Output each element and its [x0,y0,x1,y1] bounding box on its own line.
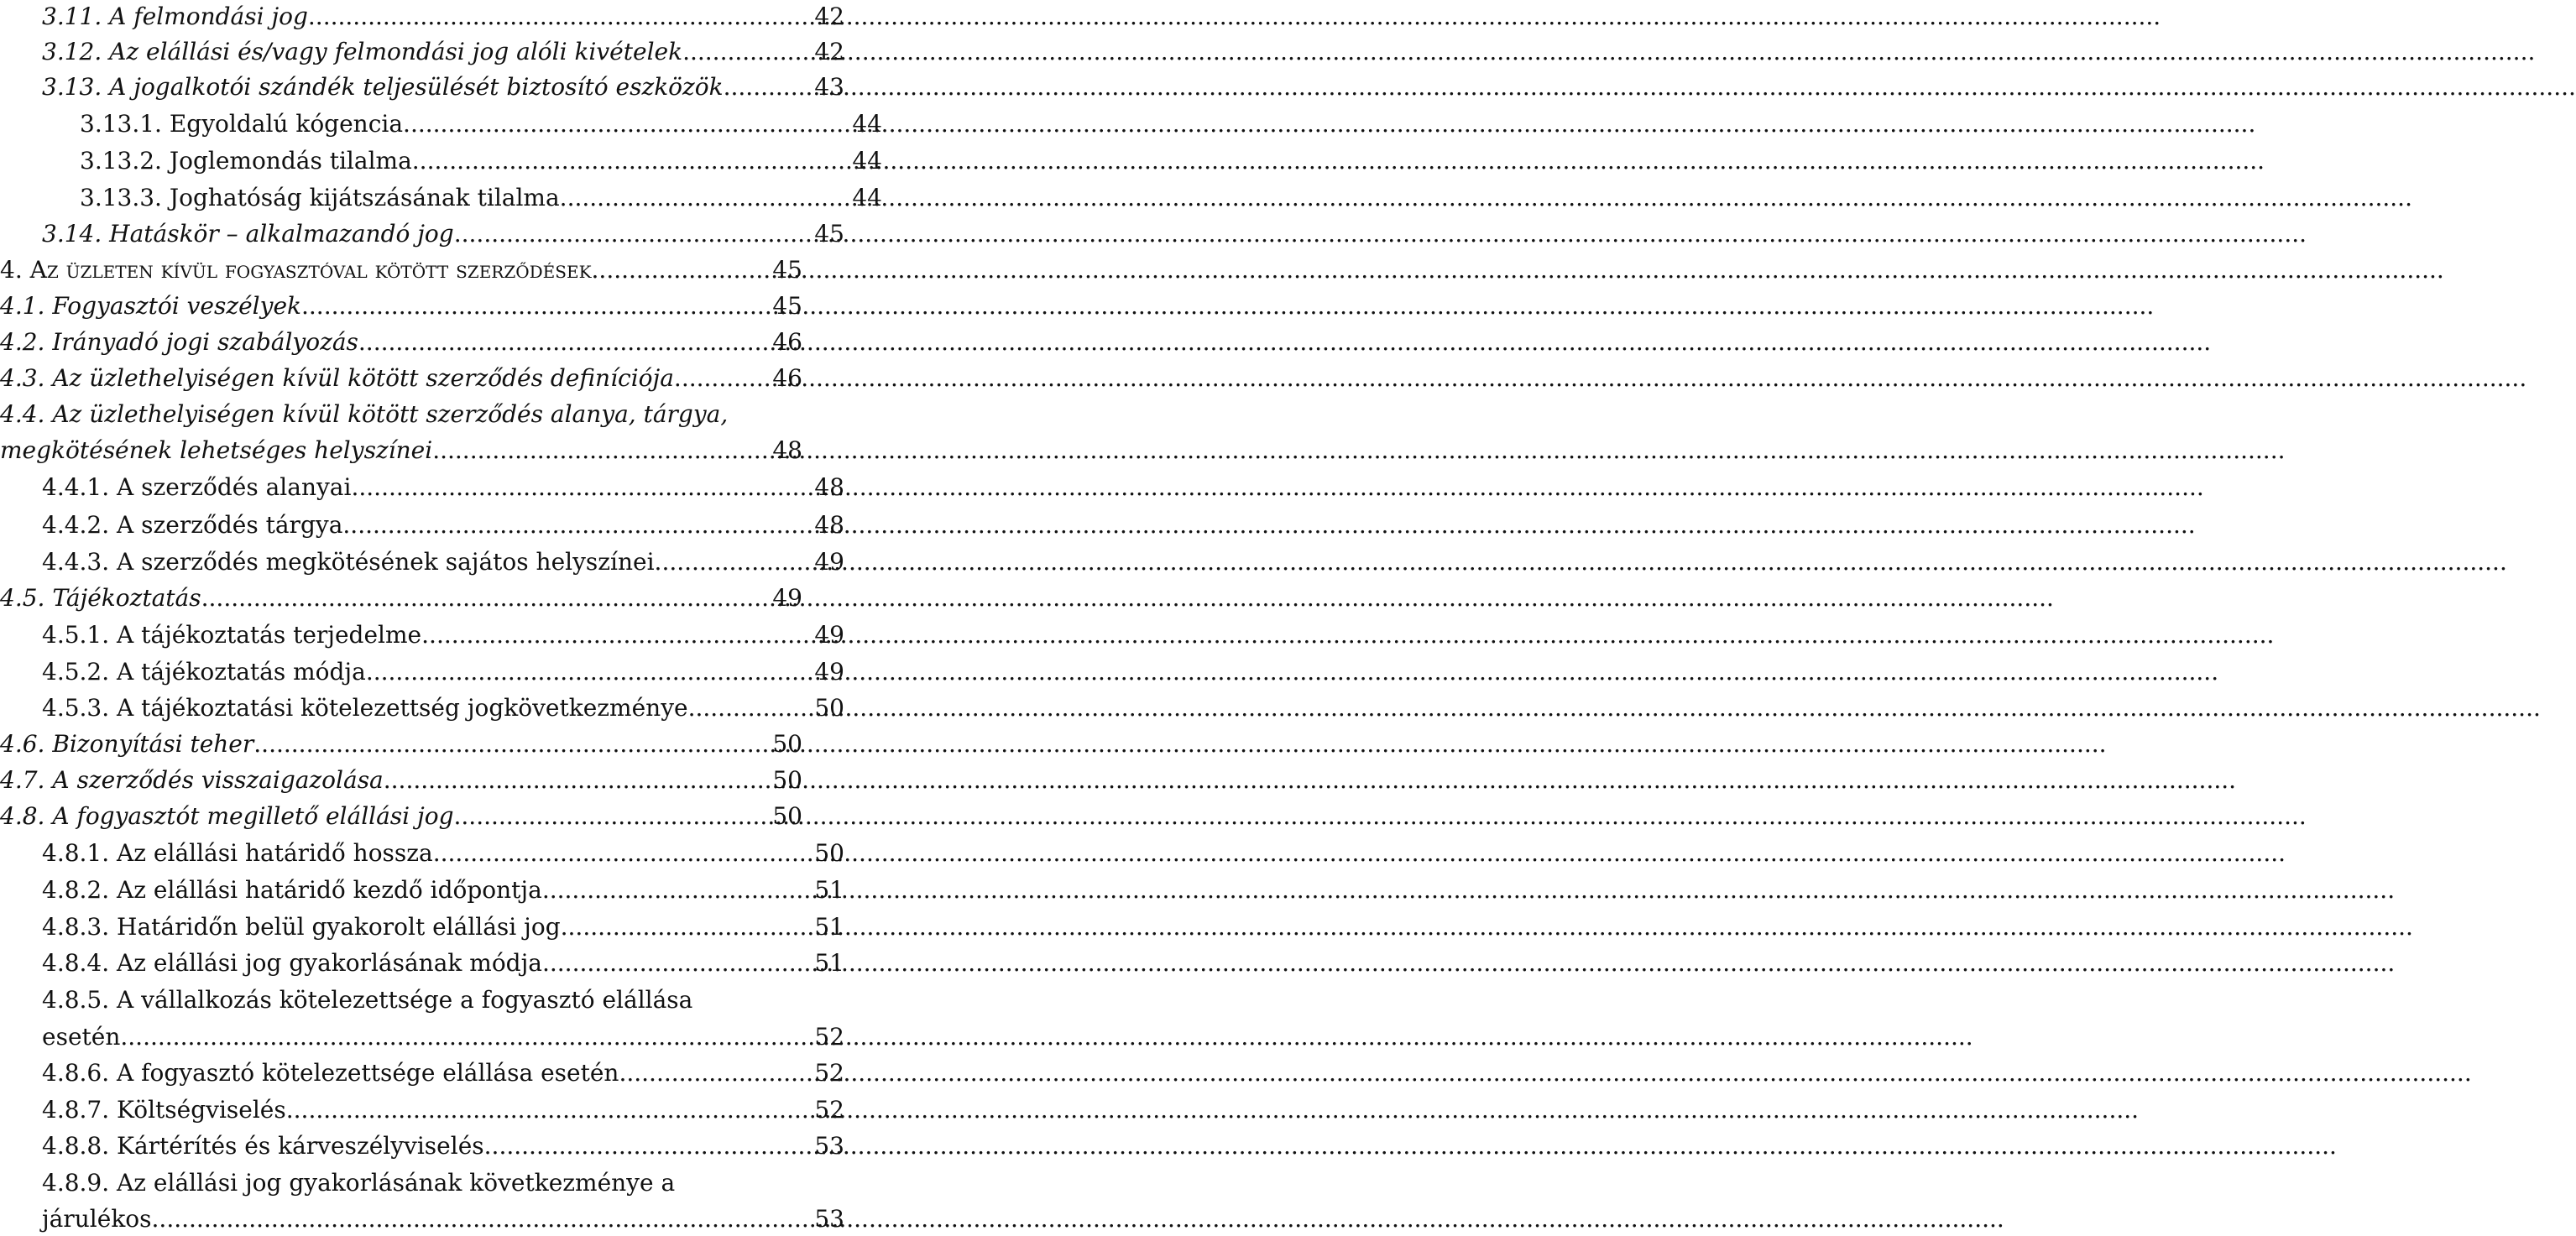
page-number: 43 [814,73,844,101]
dot-leader [152,1202,813,1236]
table-of-contents [0,0,882,1233]
toc-entry-4-5-2[interactable]: 4.5.2. A tájékoztatás módja ..... 49 [0,655,844,689]
page-number: 42 [814,3,844,30]
toc-entry-3-11[interactable]: 3.11. A felmondási jog ..... 42 [0,0,844,34]
dot-leader [308,0,813,34]
page-number: 53 [814,1132,844,1160]
dot-leader [454,217,813,251]
toc-entry-4-8[interactable]: 4.8. A fogyasztót megillető elállási jog ..... 50 [0,800,802,833]
page-number: 44 [852,110,882,138]
toc-entry-3-13-1[interactable]: 3.13.1. Egyoldalú kógencia ..... 44 [0,107,882,141]
toc-entry-4-8-3[interactable]: 4.8.3. Határidőn belül gyakorolt elállási jog ..... 51 [0,910,844,944]
dot-leader [301,289,771,323]
page-number: 52 [814,1096,844,1124]
toc-entry-3-13-2[interactable]: 3.13.2. Joglemondás tilalma ..... 44 [0,144,882,178]
toc-entry-4-4-2[interactable]: 4.4.2. A szerződés tárgya ..... 48 [0,508,844,542]
toc-entry-4-8-5[interactable]: 4.8.5. A vállalkozás kötelezettsége a fogyasztó elállása esetén ..... 52 [0,983,844,1054]
page-number: 49 [814,621,844,649]
page-number: 50 [772,766,802,794]
dot-leader [688,691,813,725]
toc-entry-4-5-3[interactable]: 4.5.3. A tájékoztatási kötelezettség jogkövetkezménye ..... 50 [0,691,844,725]
dot-leader [674,362,771,395]
page-number: 50 [772,730,802,758]
dot-leader [403,107,850,141]
toc-entry-4-4[interactable]: 4.4. Az üzlethelyiségen kívül kötött szerződés alanya, tárgya, megkötésének lehetséges helyszínei ..... 48 [0,398,802,467]
toc-entry-3-12[interactable]: 3.12. Az elállási és/vagy felmondási jog alóli kivételek ..... 42 [0,35,844,69]
dot-leader [724,70,813,104]
page-number: 49 [814,658,844,686]
page-number: 45 [772,256,802,284]
page-number: 53 [814,1205,844,1233]
dot-leader [253,728,771,761]
page-number: 46 [772,364,802,392]
page-number: 51 [814,949,844,977]
dot-leader [120,1020,813,1054]
toc-entry-3-13-3[interactable]: 3.13.3. Joghatóság kijátszásának tilalma ..... 44 [0,181,882,215]
toc-entry-4-8-8[interactable]: 4.8.8. Kártérítés és kárveszélyviselés ..... 53 [0,1129,844,1163]
dot-leader [619,1056,813,1090]
toc-entry-4-6[interactable]: 4.6. Bizonyítási teher ..... 50 [0,728,802,761]
dot-leader [384,764,771,797]
page-number: 46 [772,328,802,356]
toc-entry-4-8-1[interactable]: 4.8.1. Az elállási határidő hossza ..... 50 [0,837,844,870]
toc-entry-4-3[interactable]: 4.3. Az üzlethelyiségen kívül kötött szerződés definíciója ..... 46 [0,362,802,395]
toc-entry-4[interactable]: 4. Az üzleten kívül fogyasztóval kötött szerződések ..... 45 [0,253,802,287]
dot-leader [286,1093,813,1127]
toc-entry-4-8-4[interactable]: 4.8.4. Az elállási jog gyakorlásának módja ..... 51 [0,947,844,980]
dot-leader [454,800,771,833]
toc-entry-4-5[interactable]: 4.5. Tájékoztatás ..... 49 [0,581,802,615]
dot-leader [655,545,813,579]
dot-leader [432,434,771,467]
dot-leader [421,618,813,652]
dot-leader [412,144,851,178]
page-number: 51 [814,876,844,904]
toc-entry-4-2[interactable]: 4.2. Irányadó jogi szabályozás ..... 46 [0,326,802,359]
dot-leader [560,181,851,215]
toc-entry-4-5-1[interactable]: 4.5.1. A tájékoztatás terjedelme ..... 49 [0,618,844,652]
dot-leader [433,837,813,870]
page-number: 44 [852,184,882,211]
dot-leader [561,910,813,944]
page-number: 50 [814,839,844,867]
page-number: 44 [852,147,882,175]
toc-entry-3-14[interactable]: 3.14. Hatáskör – alkalmazandó jog ..... 45 [0,217,844,251]
toc-entry-4-8-6[interactable]: 4.8.6. A fogyasztó kötelezettsége elállása esetén ..... 52 [0,1056,844,1090]
toc-entry-4-4-3[interactable]: 4.4.3. A szerződés megkötésének sajátos helyszínei ..... 49 [0,545,844,579]
page-number: 50 [814,694,844,722]
page-number: 50 [772,802,802,830]
toc-entry-4-4-1[interactable]: 4.4.1. A szerződés alanyai ..... 48 [0,471,844,504]
dot-leader [682,35,813,69]
toc-entry-4-7[interactable]: 4.7. A szerződés visszaigazolása ..... 50 [0,764,802,797]
dot-leader [201,581,771,615]
dot-leader [542,874,813,907]
page-number: 45 [814,220,844,248]
toc-entry-4-8-9[interactable]: 4.8.9. Az elállási jog gyakorlásának következménye a járulékos ..... 53 [0,1166,844,1236]
page-number: 49 [814,548,844,576]
dot-leader [351,471,813,504]
page-number: 48 [814,511,844,539]
dot-leader [542,947,813,980]
dot-leader [358,326,771,359]
dot-leader [484,1129,813,1163]
toc-entry-4-8-2[interactable]: 4.8.2. Az elállási határidő kezdő időpontja ..... 51 [0,874,844,907]
page-number: 52 [814,1023,844,1051]
page-number: 48 [814,473,844,501]
page-number: 51 [814,913,844,941]
toc-entry-3-13[interactable]: 3.13. A jogalkotói szándék teljesülését biztosító eszközök ..... 43 [0,70,844,104]
toc-entry-4-8-7[interactable]: 4.8.7. Költségviselés ..... 52 [0,1093,844,1127]
page-number: 45 [772,292,802,320]
dot-leader [366,655,813,689]
page-number: 49 [772,584,802,612]
page-number: 48 [772,436,802,464]
toc-entry-4-1[interactable]: 4.1. Fogyasztói veszélyek ..... 45 [0,289,802,323]
page-number: 42 [814,38,844,65]
dot-leader [342,508,813,542]
dot-leader [592,253,771,287]
page-number: 52 [814,1059,844,1087]
